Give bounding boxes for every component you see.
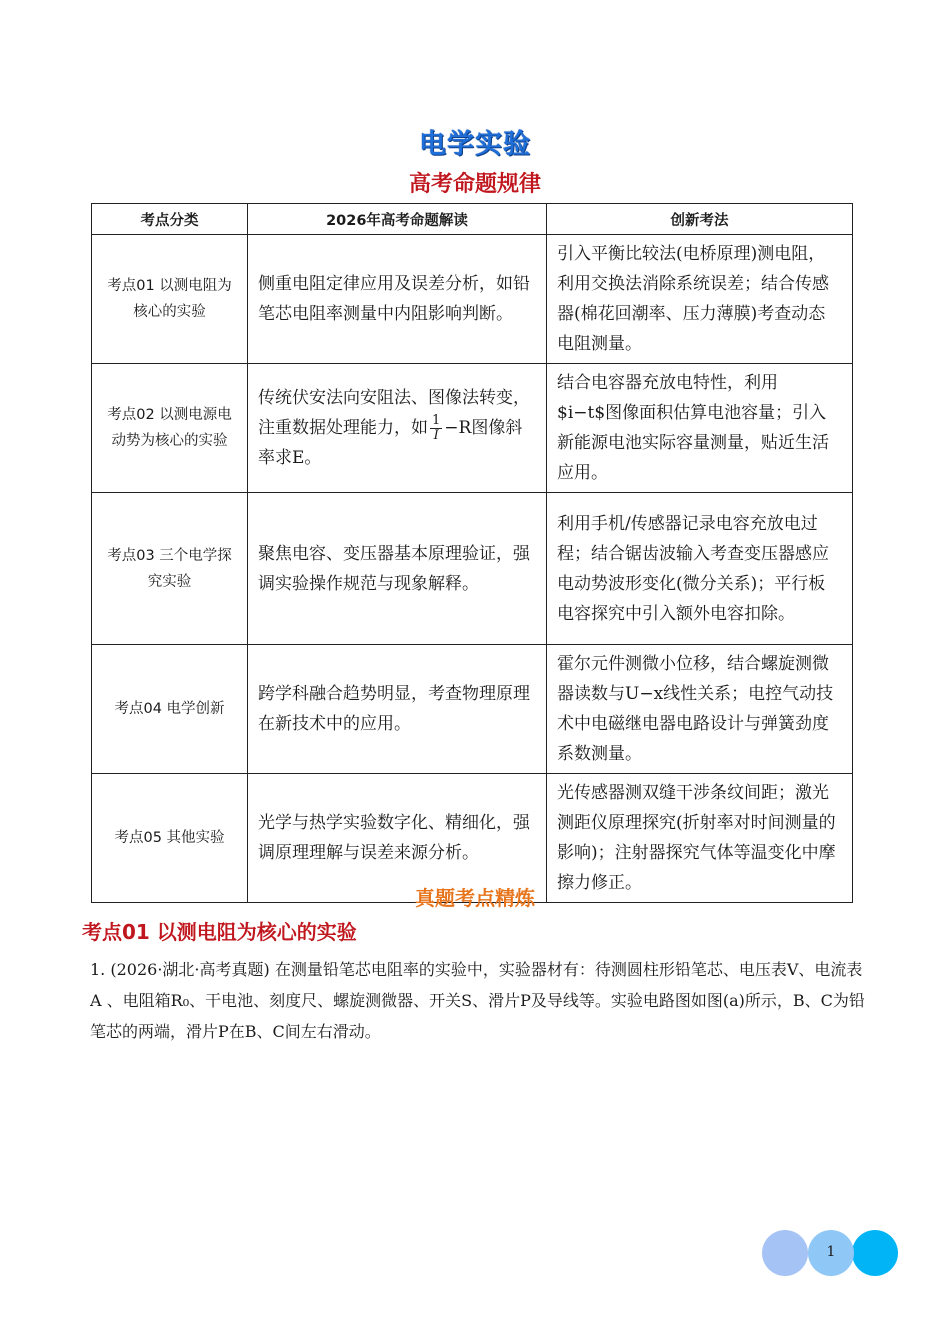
row-category: 考点02 以测电源电动势为核心的实验 (92, 364, 248, 493)
question-text: (2026·湖北·高考真题) 在测量铅笔芯电阻率的实验中，实验器材有：待测圆柱形铅笔芯、电压表V、电流表A 、电阻箱R₀、干电池、刻度尺、螺旋测微器、开关S、滑片P及导线等。实验电路图如图(a)所示，B、C为铅笔芯的两端，滑片P在B、C间左右滑动。 (90, 960, 865, 1041)
badge-circle-right (852, 1230, 898, 1276)
row-category: 考点05 其他实验 (92, 774, 248, 903)
row-category: 考点01 以测电阻为核心的实验 (92, 235, 248, 364)
row-innovation: 光传感器测双缝干涉条纹间距；激光测距仪原理探究(折射率对时间测量的影响)；注射器探究气体等温变化中摩擦力修正。 (547, 774, 853, 903)
section-heading-rules: 高考命题规律 (408, 172, 541, 197)
fraction-denominator: I (433, 428, 439, 443)
section-heading-exam-points: 真题考点精炼 (415, 886, 535, 910)
table-row (92, 364, 853, 493)
table-row (92, 493, 853, 645)
row-interpretation: 光学与热学实验数字化、精细化，强调原理理解与误差来源分析。 (248, 774, 547, 903)
question-1 (90, 954, 872, 1047)
fraction-numerator: 1 (432, 413, 441, 428)
table-header-row (92, 204, 853, 235)
row-interpretation (248, 364, 547, 493)
question-number: 1. (90, 960, 106, 979)
interpretation-prefix: 传统伏安法向安阻法、图像法转变，注重数据处理能力，如 (258, 388, 530, 438)
table-row (92, 235, 853, 364)
row-innovation: 结合电容器充放电特性，利用$i−t$图像面积估算电池容量；引入新能源电池实际容量测量，贴近生活应用。 (547, 364, 853, 493)
row-innovation: 霍尔元件测微小位移，结合螺旋测微器读数与U−x线性关系；电控气动技术中电磁继电器电路设计与弹簧劲度系数测量。 (547, 645, 853, 774)
page-number-badge (762, 1229, 900, 1277)
row-interpretation: 跨学科融合趋势明显，考查物理原理在新技术中的应用。 (248, 645, 547, 774)
badge-circle-left (762, 1230, 808, 1276)
row-innovation: 利用手机/传感器记录电容充放电过程；结合锯齿波输入考查变压器感应电动势波形变化(微分关系)；平行板电容探究中引入额外电容扣除。 (547, 493, 853, 645)
row-category: 考点04 电学创新 (92, 645, 248, 774)
table-row (92, 645, 853, 774)
row-interpretation: 聚焦电容、变压器基本原理验证，强调实验操作规范与现象解释。 (248, 493, 547, 645)
row-interpretation: 侧重电阻定律应用及误差分析，如铅笔芯电阻率测量中内阻影响判断。 (248, 235, 547, 364)
header-category: 考点分类 (92, 204, 248, 235)
fraction-one-over-i (430, 414, 442, 443)
page-number: 1 (826, 1244, 836, 1260)
header-interpretation: 2026年高考命题解读 (248, 204, 547, 235)
page-title: 电学实验 (419, 129, 531, 160)
header-innovation: 创新考法 (547, 204, 853, 235)
exam-rules-table (91, 203, 853, 903)
row-category: 考点03 三个电学探究实验 (92, 493, 248, 645)
topic-heading: 考点01 以测电阻为核心的实验 (82, 920, 357, 944)
row-innovation: 引入平衡比较法(电桥原理)测电阻，利用交换法消除系统误差；结合传感器(棉花回潮率、压力薄膜)考查动态电阻测量。 (547, 235, 853, 364)
interpretation-suffix: −R图像斜率求E。 (258, 418, 523, 468)
